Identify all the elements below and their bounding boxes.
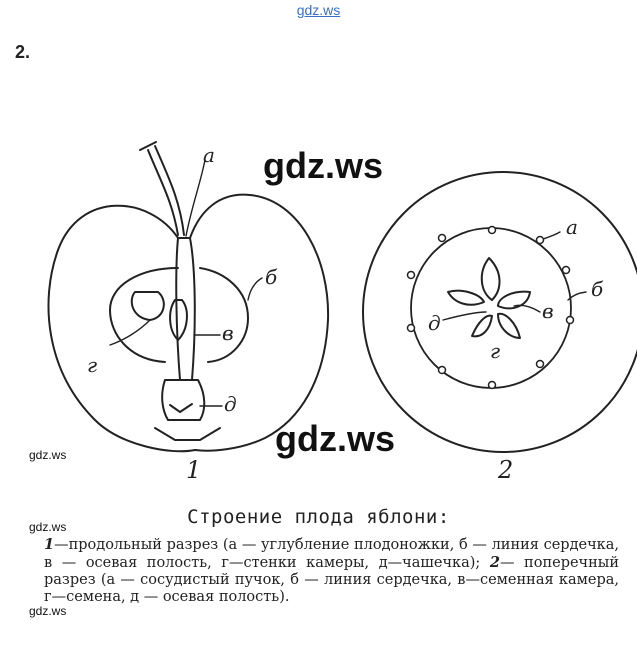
watermark-top: gdz.ws	[263, 145, 384, 186]
site-link[interactable]: gdz.ws	[296, 2, 341, 18]
cross-section-drawing	[363, 172, 637, 452]
caption-body	[44, 536, 619, 606]
caption-part2-number: 2	[489, 554, 500, 571]
left-label-v: в	[222, 321, 234, 345]
caption-title: Строение плода яблони:	[187, 506, 450, 528]
left-label-d: д	[224, 392, 237, 416]
caption-part1-number: 1	[44, 536, 55, 553]
caption-part2-text: — поперечный разрез (а — сосудистый пучок, б — линия сердечка, в—семенная камера, г—семена, д — осевая полость).	[44, 555, 620, 605]
right-label-g: г	[490, 339, 501, 363]
left-label-a: а	[203, 143, 215, 167]
watermark-small-3: gdz.ws	[29, 604, 67, 618]
left-label-g: г	[87, 353, 98, 377]
caption-part1-text: —продольный разрез (а — углубление плодоножки, б — линия сердечка, в — осевая полость, г—стенки камеры, д—чашечка);	[44, 537, 619, 571]
task-number: 2.	[15, 42, 31, 62]
right-label-d: д	[428, 311, 441, 335]
left-figure-number: 1	[186, 456, 202, 484]
longitudinal-section-drawing	[48, 142, 328, 451]
right-label-b: б	[591, 277, 604, 301]
right-label-a: а	[566, 215, 578, 239]
right-label-v: в	[542, 299, 554, 323]
right-figure-number: 2	[498, 456, 514, 484]
watermark-small-1: gdz.ws	[29, 448, 67, 462]
watermark-small-2: gdz.ws	[29, 520, 67, 534]
left-label-b: б	[265, 265, 278, 289]
watermark-middle: gdz.ws	[275, 418, 396, 459]
